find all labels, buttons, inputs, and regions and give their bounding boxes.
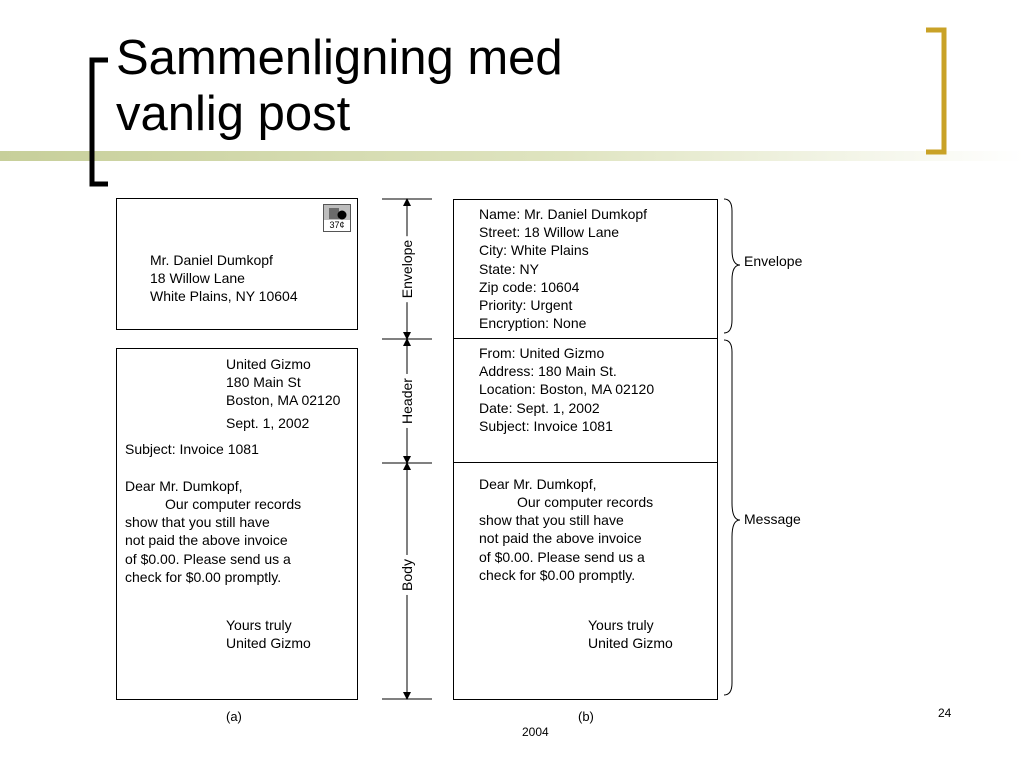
email-envelope-fields: [479, 205, 647, 332]
email-header-fields: [479, 344, 654, 435]
envelope-field: Name: Mr. Daniel Dumkopf: [479, 206, 648, 222]
envelope-field: Priority: Urgent: [479, 297, 573, 314]
body-section-label: Body: [399, 555, 415, 595]
closing-line: United Gizmo: [226, 635, 311, 652]
title-line-1: Sammenligning med: [116, 31, 563, 85]
letter-closing: [226, 616, 311, 652]
body-line: check for $0.00 promptly.: [125, 568, 282, 585]
footer-year: 2004: [522, 725, 549, 739]
sender-line: Boston, MA 02120: [226, 392, 341, 409]
body-line: show that you still have: [479, 512, 624, 529]
sender-line: 180 Main St: [226, 374, 301, 391]
brace-group: [720, 195, 750, 705]
address-line: 18 Willow Lane: [150, 270, 245, 287]
envelope-field: Zip code: 10604: [479, 278, 580, 295]
body-line: Our computer records: [517, 494, 654, 510]
body-line: not paid the above invoice: [479, 530, 642, 547]
header-field: Location: Boston, MA 02120: [479, 381, 655, 398]
left-bracket: [92, 60, 108, 184]
title-stripe: [0, 151, 1024, 161]
header-field: Date: Sept. 1, 2002: [479, 399, 600, 416]
sender-line: United Gizmo: [226, 356, 311, 372]
sender-address: [226, 355, 340, 410]
envelope-brace: [724, 199, 740, 333]
closing-line: United Gizmo: [588, 635, 673, 652]
stamp-value: 37¢: [324, 220, 350, 231]
address-line: White Plains, NY 10604: [150, 288, 298, 305]
page-number: 24: [938, 706, 952, 720]
envelope-field: Street: 18 Willow Lane: [479, 224, 620, 241]
header-field: From: United Gizmo: [479, 345, 605, 361]
closing-line: Yours truly: [226, 617, 292, 633]
body-line: of $0.00. Please send us a: [125, 550, 291, 567]
header-section-label: Header: [399, 374, 415, 428]
postage-stamp: [323, 204, 351, 232]
slide-title: [116, 30, 563, 142]
recipient-address: [150, 251, 298, 306]
closing-line: Yours truly: [588, 617, 654, 633]
message-brace: [724, 340, 740, 695]
envelope-field: City: White Plains: [479, 242, 589, 259]
body-line: check for $0.00 promptly.: [479, 566, 636, 583]
email-closing: [588, 616, 673, 652]
header-field: Subject: Invoice 1081: [479, 417, 613, 434]
address-line: Mr. Daniel Dumkopf: [150, 252, 273, 268]
email-greeting: Dear Mr. Dumkopf,: [479, 476, 597, 492]
caption-b: (b): [578, 709, 594, 724]
letter-body: [125, 495, 301, 586]
stamp-image-icon: [327, 207, 349, 221]
email-body: [479, 493, 653, 584]
envelope-section-label: Envelope: [399, 236, 415, 302]
envelope-field: Encryption: None: [479, 315, 587, 332]
right-bracket: [926, 30, 944, 152]
body-line: of $0.00. Please send us a: [479, 548, 645, 565]
header-field: Address: 180 Main St.: [479, 363, 617, 380]
body-line: show that you still have: [125, 514, 270, 531]
title-line-2: vanlig post: [116, 87, 351, 141]
body-line: not paid the above invoice: [125, 532, 288, 549]
body-line: Our computer records: [165, 496, 302, 512]
envelope-field: State: NY: [479, 260, 539, 277]
letter-date: Sept. 1, 2002: [226, 415, 310, 431]
letter-greeting: Dear Mr. Dumkopf,: [125, 478, 243, 494]
envelope-brace-label: Envelope: [744, 253, 803, 269]
caption-a: (a): [226, 709, 242, 724]
message-brace-label: Message: [744, 511, 801, 527]
letter-subject: Subject: Invoice 1081: [125, 441, 259, 457]
